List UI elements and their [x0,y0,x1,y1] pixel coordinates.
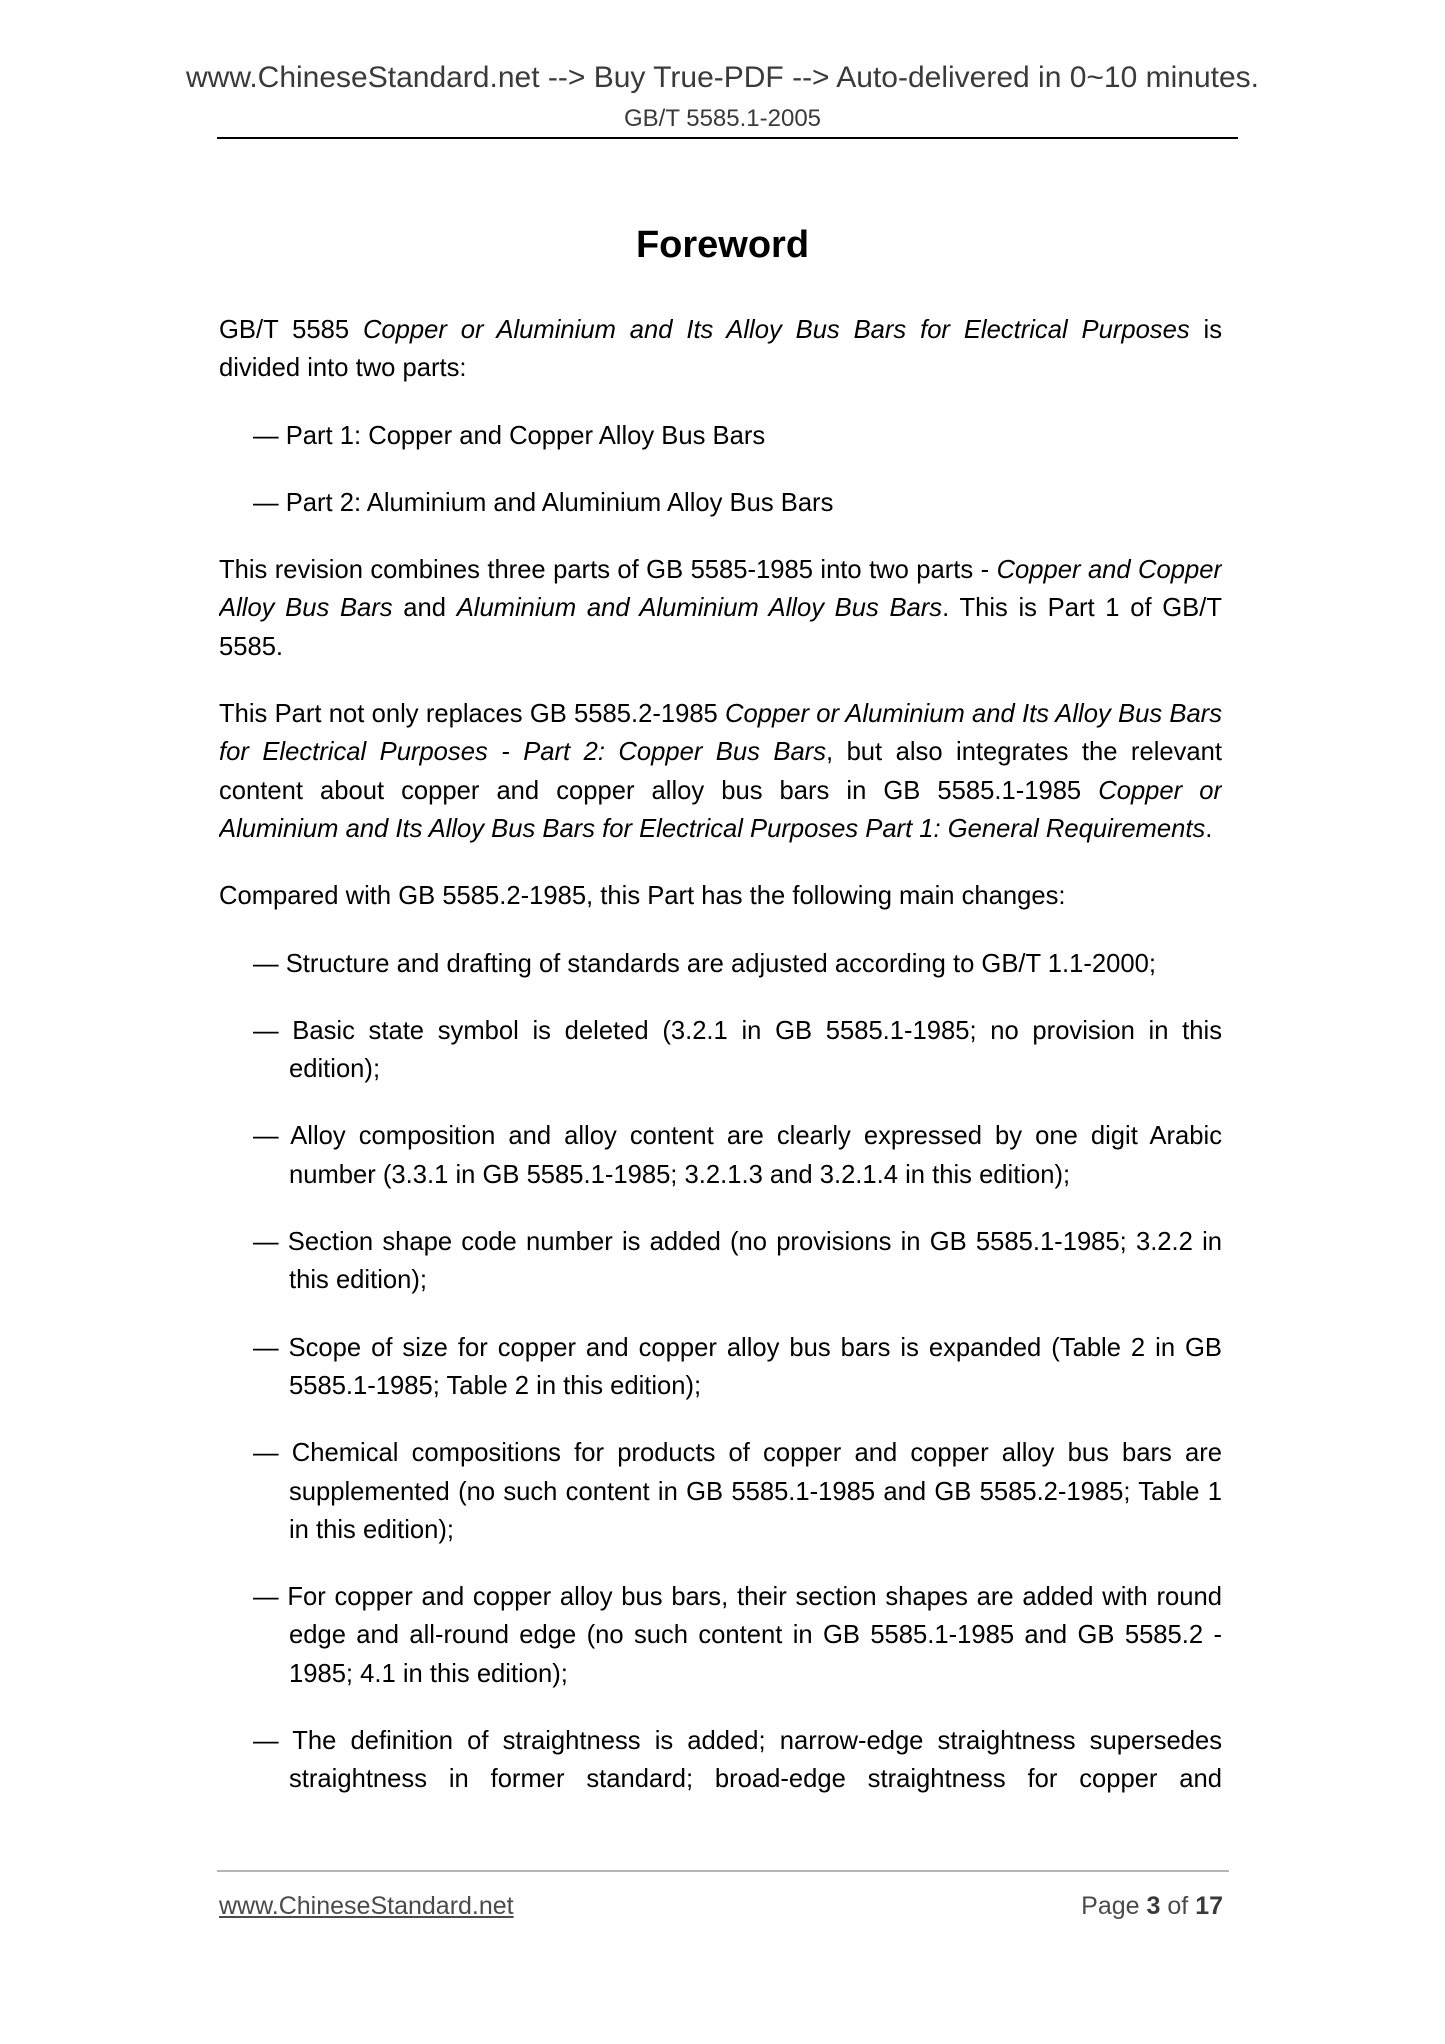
text-segment: This Part not only replaces GB 5585.2-1985 [219,700,726,729]
page-total: 17 [1195,1892,1223,1920]
text-segment: . [1205,814,1213,843]
text-segment: — Chemical compositions for products of copper and copper alloy bus bars are supplemented (no such content in GB 5585.1-1985 and GB 5585.2-1985; Table 1 in this edition); [253,1439,1222,1544]
change-list-item [219,417,1222,455]
change-list-item [219,1578,1222,1693]
italic-title-text: Copper or Aluminium and Its Alloy Bus Bars for Electrical Purposes [362,316,1190,344]
header-banner: www.ChineseStandard.net --> Buy True-PDF --> Auto-delivered in 0~10 minutes. [185,61,1260,94]
italic-title-text: Copper or Aluminium and Its Alloy Bus Bars for Electrical Purposes - Part 2: Copper Bus Bars [219,700,1222,767]
page-indicator [1081,1890,1223,1922]
paragraph [219,695,1222,848]
text-segment: is divided into two parts: [219,316,1222,383]
text-segment: GB/T 5585 [219,316,363,344]
change-list-item [219,1012,1222,1089]
footer-divider [217,1870,1229,1872]
change-list-item [219,484,1222,522]
page-current: 3 [1146,1892,1161,1920]
text-segment: — Basic state symbol is deleted (3.2.1 in GB 5585.1-1985; no provision in this edition); [253,1016,1222,1084]
italic-title-text: Aluminium and Aluminium Alloy Bus Bars [456,594,943,623]
document-id: GB/T 5585.1-2005 [623,105,822,132]
text-segment: — Section shape code number is added (no provisions in GB 5585.1-1985; 3.2.2 in this edition); [253,1228,1222,1295]
change-list-item [219,1722,1222,1799]
text-segment: — Alloy composition and alloy content are clearly expressed by one digit Arabic number (3.3.1 in GB 5585.1-1985; 3.2.1.3 and 3.2.1.4 in this edition); [253,1122,1222,1189]
text-segment: — The definition of straightness is added; narrow-edge straightness supersedes straightness in former standard; broad-edge straightness for copper and [253,1727,1222,1794]
of-label: of [1167,1892,1189,1920]
text-segment: and [392,594,457,623]
change-list-item [219,1434,1222,1549]
paragraph [219,551,1222,666]
change-list-item [219,1329,1222,1406]
page-title: Foreword [635,224,810,266]
text-segment: — Part 1: Copper and Copper Alloy Bus Bars [253,421,766,450]
document-body [219,311,1222,1841]
page-label: Page [1081,1892,1140,1920]
change-list-item [219,1117,1222,1194]
text-segment: — Part 2: Aluminium and Aluminium Alloy Bus Bars [253,488,834,517]
paragraph [219,311,1222,388]
italic-title-text: Copper and Copper Alloy Bus Bars [219,556,1222,623]
header-divider [217,137,1238,139]
text-segment: — Scope of size for copper and copper alloy bus bars is expanded (Table 2 in GB 5585.1-1985; Table 2 in this edition); [253,1333,1222,1400]
change-list-item [219,1223,1222,1300]
footer-site-link[interactable]: www.ChineseStandard.net [219,1892,514,1920]
text-segment: . This is Part 1 of GB/T 5585. [219,594,1222,661]
text-segment: This revision combines three parts of GB 5585-1985 into two parts - [219,556,997,585]
text-segment: Compared with GB 5585.2-1985, this Part has the following main changes: [219,882,1066,911]
text-segment: , but also integrates the relevant content about copper and copper alloy bus bars in GB 5585.1-1985 [219,738,1222,805]
text-segment: — Structure and drafting of standards are adjusted according to GB/T 1.1-2000; [253,949,1156,978]
italic-title-text: Copper or Aluminium and Its Alloy Bus Bars for Electrical Purposes Part 1: General Requirements [219,776,1222,843]
change-list-item [219,945,1222,983]
text-segment: — For copper and copper alloy bus bars, their section shapes are added with round edge and all-round edge (no such content in GB 5585.1-1985 and GB 5585.2 - 1985; 4.1 in this edition); [253,1583,1222,1688]
paragraph [219,877,1222,915]
